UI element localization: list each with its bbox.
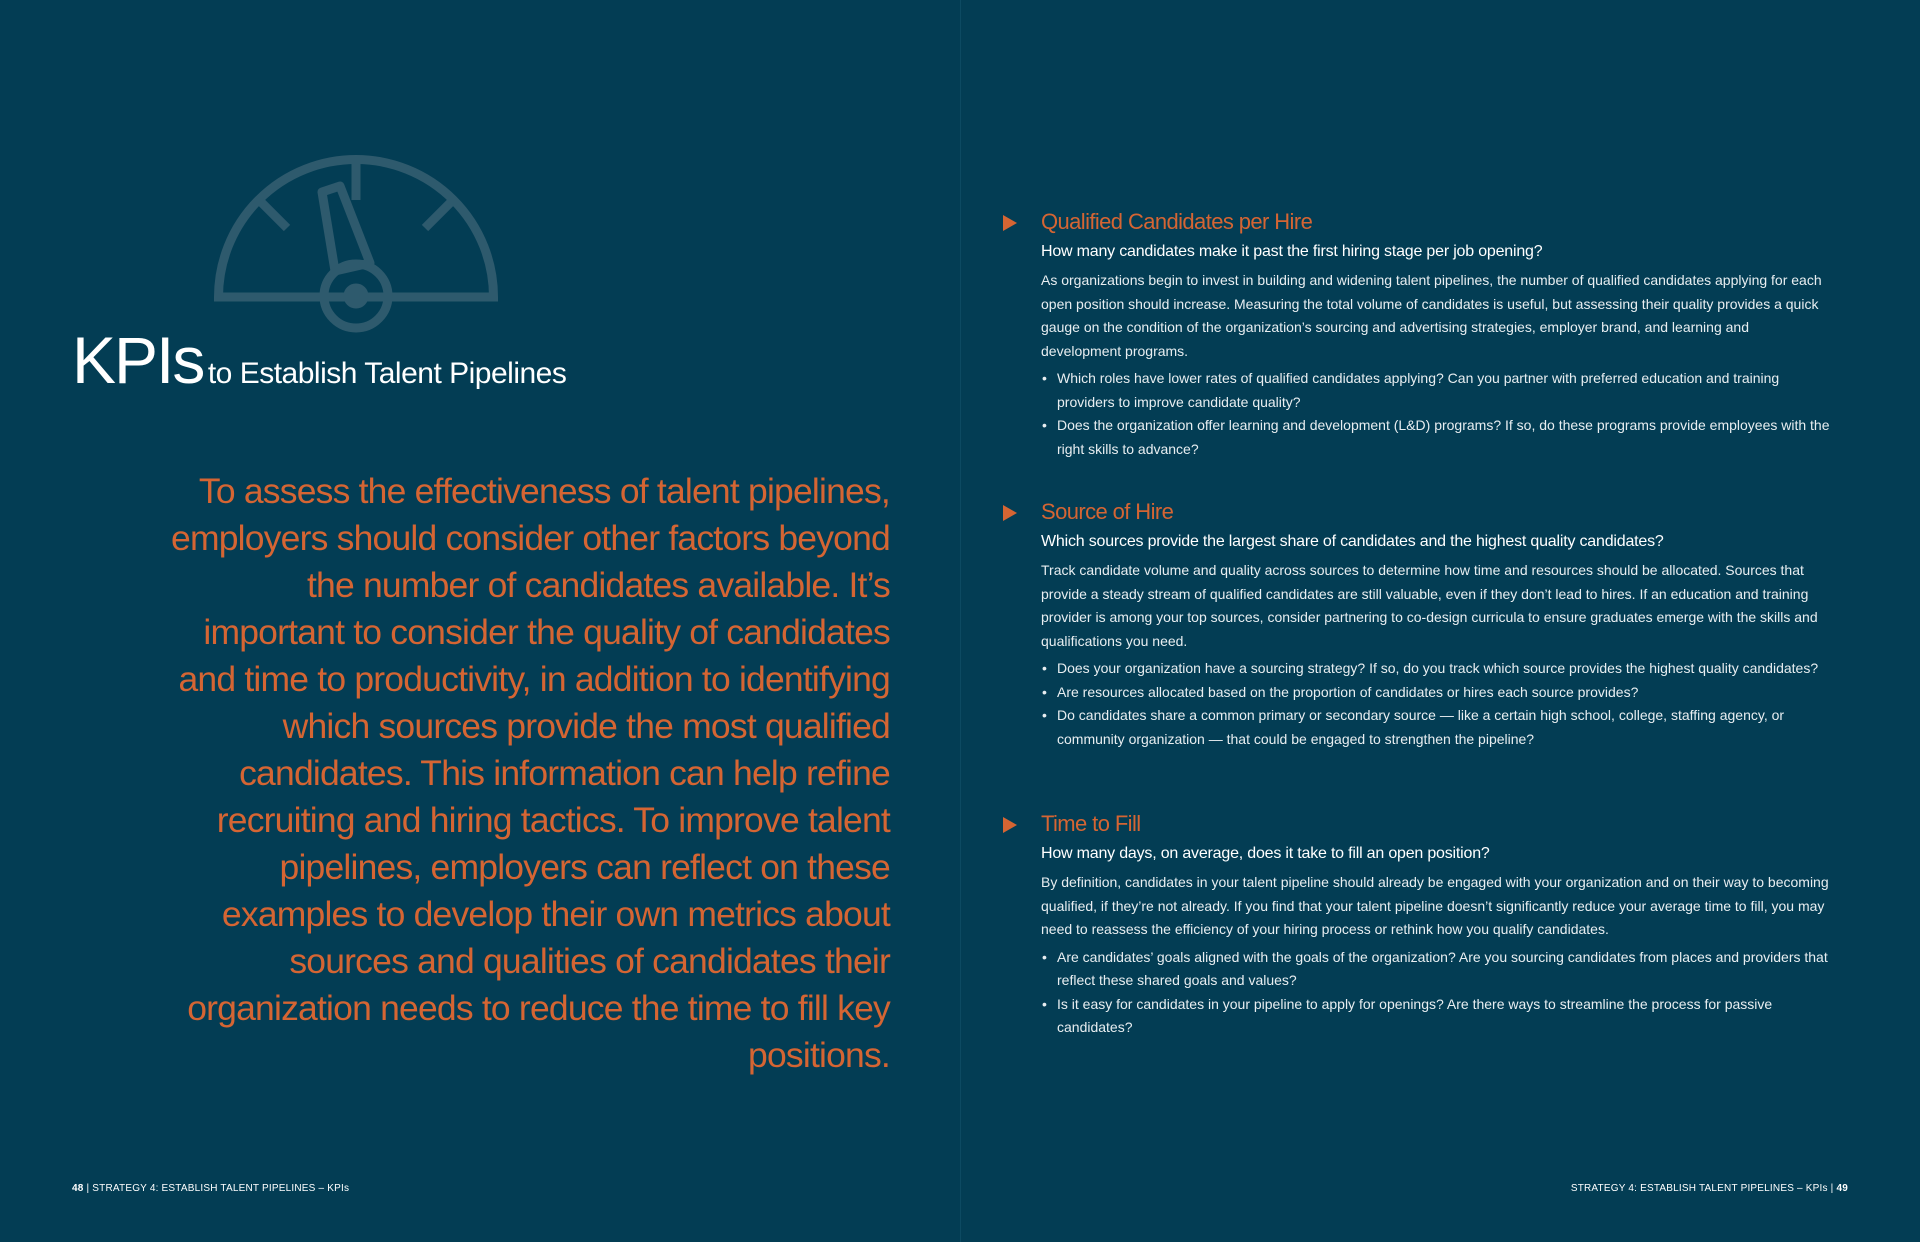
section-body: By definition, candidates in your talent pipeline should already be engaged with your organization and on their way to becoming qualified, if they’re not already. If you find that your talent pipeline doesn’t significantly reduce your average time to fill, you may need to reassess the efficiency of your hiring process or rethink how you qualify candidates. <box>1041 874 1829 937</box>
section-title: Source of Hire <box>1041 499 1174 524</box>
play-arrow-icon <box>1003 817 1017 833</box>
pull-quote: To assess the effectiveness of talent pipelines, employers should consider other factors beyond the number of candidates available. It’s important to consider the quality of candidates and time to productivity, in addition to identifying which sources provide the most qualified candidates. This information can help refine recruiting and hiring tactics. To improve talent pipelines, employers can reflect on these examples to develop their own metrics about sources and qualities of candidates their organization needs to reduce the time to fill key positions. <box>171 471 890 1075</box>
section-body: Track candidate volume and quality across sources to determine how time and resources should be allocated. Sources that provide a steady stream of qualified candidates are still valuable, even if they don’t lead to hires. If an education and training provider is among your top sources, consider partnering to co-design curricula to ensure graduates emerge with the skills and qualifications you need. <box>1041 562 1818 649</box>
section-title: Qualified Candidates per Hire <box>1041 209 1313 234</box>
footer-label: STRATEGY 4: ESTABLISH TALENT PIPELINES – KPIs | <box>1570 1183 1834 1194</box>
list-item: • Is it easy for candidates in your pipeline to apply for openings? Are there ways to streamline the process for passive candidates? <box>1042 995 1773 1035</box>
footer-left <box>72 1183 349 1194</box>
section-question: How many days, on average, does it take to fill an open position? <box>1041 845 1490 862</box>
bullet-list <box>1041 367 1831 461</box>
section-header <box>1041 809 1831 839</box>
bullet-list <box>1041 946 1831 1040</box>
title-subtitle: to Establish Talent Pipelines <box>207 357 567 390</box>
section-qualified-candidates <box>1041 207 1831 461</box>
play-arrow-icon <box>1003 215 1017 231</box>
list-item: • Which roles have lower rates of qualified candidates applying? Can you partner with preferred education and training providers to improve candidate quality? <box>1042 370 1780 410</box>
section-time-to-fill <box>1041 809 1831 1040</box>
page-title <box>72 322 566 398</box>
section-header <box>1041 497 1831 527</box>
list-item: • Does your organization have a sourcing strategy? If so, do you track which source provides the highest quality candidates? <box>1042 660 1819 676</box>
play-arrow-icon <box>1003 505 1017 521</box>
section-header <box>1041 207 1831 237</box>
title-main: KPIs <box>72 323 204 397</box>
list-item: • Does the organization offer learning and development (L&D) programs? If so, do these programs provide employees with the right skills to advance? <box>1042 417 1830 457</box>
list-item: • Do candidates share a common primary or secondary source — like a certain high school, college, staffing agency, or community organization — that could be engaged to strengthen the pipeline? <box>1042 707 1785 747</box>
page-number: 48 <box>72 1183 84 1194</box>
section-question: How many candidates make it past the first hiring stage per job opening? <box>1041 243 1543 260</box>
right-page <box>961 0 1920 1242</box>
section-body: As organizations begin to invest in building and widening talent pipelines, the number of qualified candidates applying for each open position should increase. Measuring the total volume of candidates is useful, but assessing their quality provides a quick gauge on the condition of the organization’s sourcing and advertising strategies, employer brand, and learning and development programs. <box>1041 272 1822 359</box>
list-item: • Are candidates’ goals aligned with the goals of the organization? Are you sourcing candidates from places and providers that reflect these shared goals and values? <box>1042 948 1828 988</box>
section-question: Which sources provide the largest share of candidates and the highest quality candidates? <box>1041 533 1664 550</box>
footer-label: | STRATEGY 4: ESTABLISH TALENT PIPELINES – KPIs <box>86 1183 350 1194</box>
page-number: 49 <box>1836 1183 1848 1194</box>
section-title: Time to Fill <box>1041 811 1141 836</box>
footer-right <box>1571 1183 1848 1194</box>
list-item: • Are resources allocated based on the proportion of candidates or hires each source provides? <box>1042 683 1639 700</box>
gauge-icon <box>214 150 498 334</box>
section-source-of-hire <box>1041 497 1831 751</box>
bullet-list <box>1041 657 1831 751</box>
